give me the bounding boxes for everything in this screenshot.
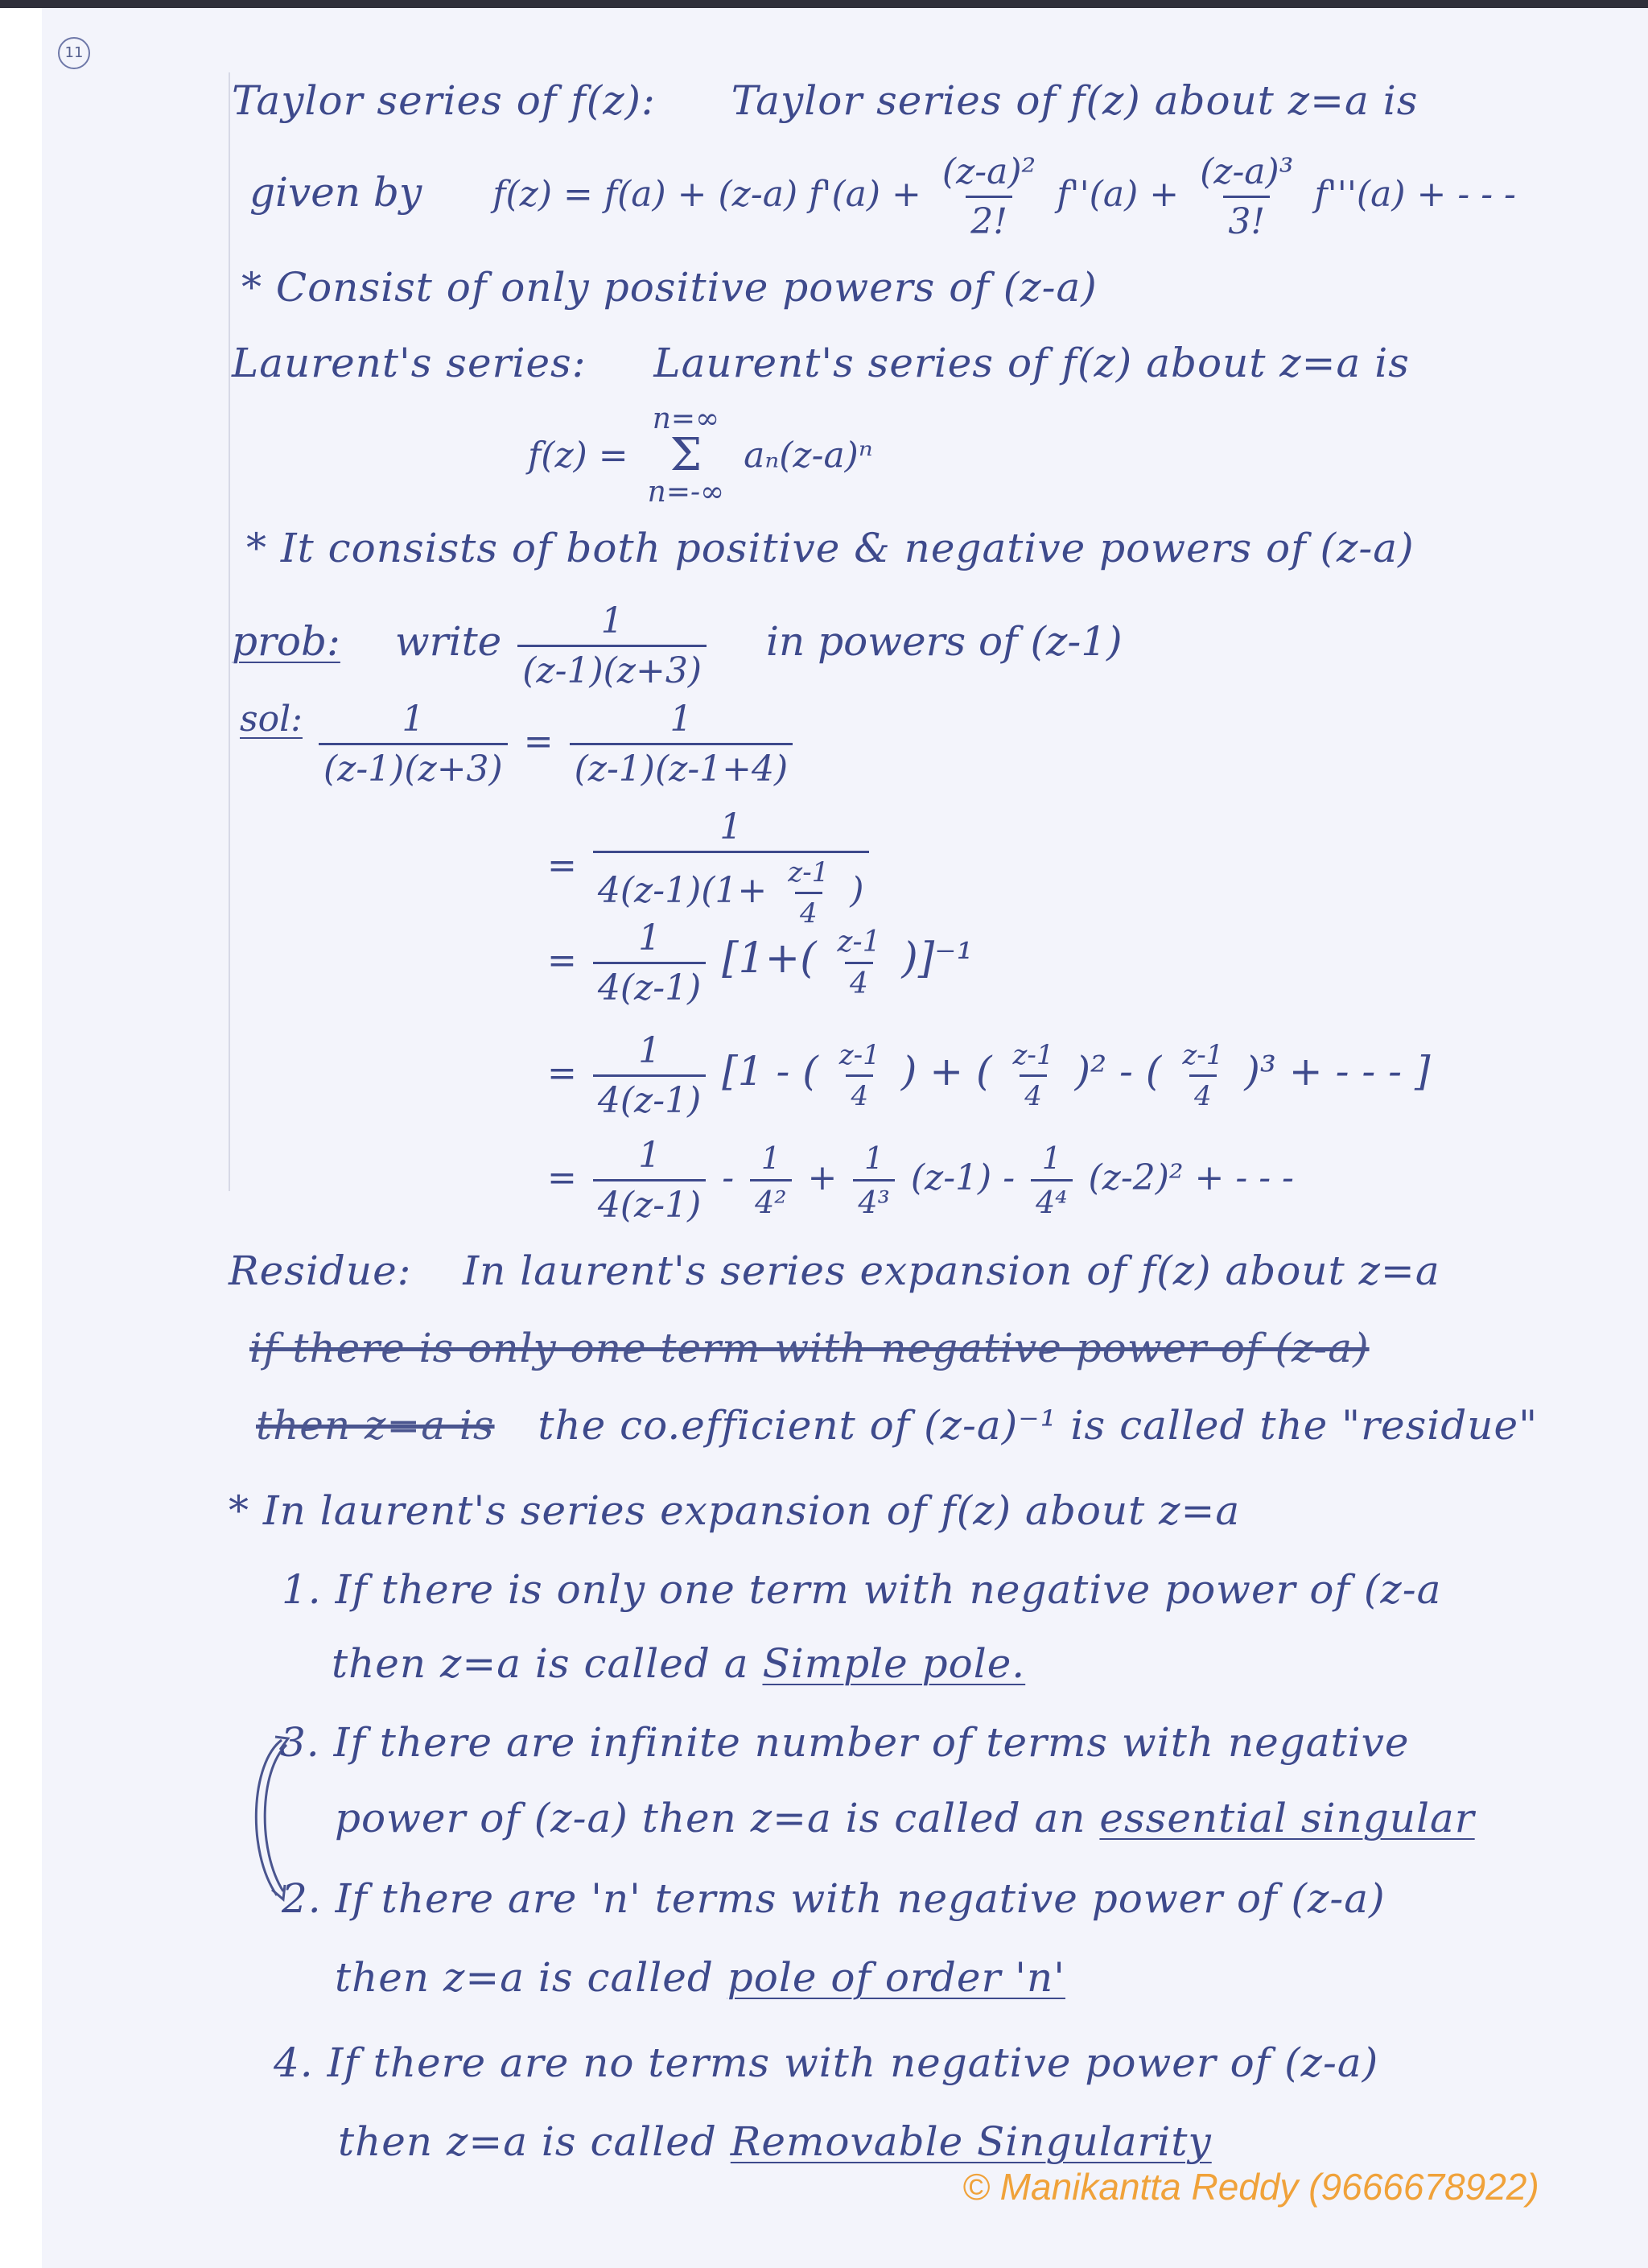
step2-fraction (593, 806, 869, 930)
laurent-note: * It consists of both positive & negative powers of (z-a) (246, 525, 1415, 571)
step5-fraction-3 (853, 1140, 894, 1220)
taylor-term2-fraction (937, 151, 1040, 242)
step5-minus: - (722, 1157, 735, 1198)
step2-inner-num: z-1 (788, 856, 830, 889)
item3-line-a: 3. If there are infinite number of terms with negative (280, 1719, 1410, 1766)
step4-c: )² - ( (1074, 1048, 1162, 1095)
item1-line-a: 1. If there is only one term with negative power of (z-a (282, 1566, 1442, 1613)
laurent-heading: Laurent's series: (232, 340, 587, 386)
step4-frac2-den: 4 (1020, 1074, 1047, 1112)
essential-singularity-term: essential singular (1099, 1795, 1475, 1841)
step4-frac-1 (834, 1039, 885, 1112)
step1-lhs-fraction (319, 699, 508, 790)
step4-frac-3 (1177, 1039, 1228, 1112)
laurent-lhs: f(z) = (528, 435, 628, 476)
item2-text: then z=a is called (335, 1954, 714, 2001)
step5-num: 1 (638, 1135, 661, 1176)
pole-of-order-n-term: pole of order 'n' (727, 1954, 1065, 2001)
residue-line1-text: In laurent's series expansion of f(z) about z=a (463, 1247, 1440, 1294)
step5-equals: = (547, 1157, 577, 1198)
step4-frac1-den: 4 (846, 1074, 873, 1112)
item3-text: power of (z-a) then z=a is called an (335, 1795, 1086, 1841)
solution-step5 (547, 1135, 1294, 1226)
step2-equals: = (547, 845, 577, 886)
item2-line-b (335, 1954, 1065, 2001)
step5-t2-den: 4² (750, 1179, 791, 1220)
item4-line-b (338, 2118, 1212, 2165)
step5-fraction-1 (593, 1135, 706, 1226)
step3-close: )]⁻¹ (901, 934, 974, 983)
step1-rhs-den: (z-1)(z-1+4) (570, 743, 793, 790)
step5-plus: + (807, 1157, 838, 1198)
problem-label: prob: (232, 618, 340, 665)
laurent-sum (648, 402, 725, 509)
step1-lhs-den: (z-1)(z+3) (319, 743, 508, 790)
step2-inner-den: 4 (795, 892, 822, 930)
step2-den-a: 4(z-1)(1+ (597, 870, 768, 911)
taylor-intro: Taylor series of f(z) about z=a is (731, 77, 1419, 124)
solution-step3 (547, 918, 973, 1008)
taylor-term3-fraction (1195, 151, 1298, 242)
step4-den: 4(z-1) (593, 1074, 706, 1121)
step1-equals: = (523, 721, 554, 762)
step4-d: )³ + - - - ] (1244, 1048, 1431, 1095)
removable-singularity-term: Removable Singularity (730, 2118, 1212, 2165)
problem-text-after: in powers of (z-1) (766, 618, 1123, 665)
step1-lhs-num: 1 (402, 699, 425, 740)
residue-definition: the co.efficient of (z-a)⁻¹ is called the "residue" (538, 1402, 1539, 1449)
step1-rhs-fraction (570, 699, 793, 790)
step5-t4-tail: (z-2)² + - - - (1088, 1157, 1294, 1198)
step3-inner-num: z-1 (837, 926, 881, 959)
page-top-edge (0, 0, 1648, 8)
taylor-term3-num: (z-a)³ (1200, 151, 1294, 192)
laurent-intro: Laurent's series of f(z) about z=a is (653, 340, 1410, 386)
problem-num: 1 (600, 600, 624, 641)
residue-line3 (256, 1402, 1538, 1449)
page-left-edge (0, 0, 42, 2268)
step3-num: 1 (638, 918, 661, 959)
step3-den: 4(z-1) (593, 962, 706, 1008)
step5-t3-num: 1 (864, 1140, 884, 1176)
taylor-formula (249, 151, 1516, 242)
laurent-sum-bottom: n=-∞ (647, 476, 725, 509)
solution-step4 (547, 1030, 1430, 1121)
singularity-intro: * In laurent's series expansion of f(z) about z=a (229, 1487, 1241, 1534)
taylor-heading-line (232, 77, 1418, 124)
laurent-sum-top: n=∞ (652, 402, 720, 435)
step4-fraction (593, 1030, 706, 1121)
step5-den: 4(z-1) (593, 1179, 706, 1226)
taylor-lhs: f(z) = f(a) + (z-a) f'(a) + (492, 174, 921, 215)
page-number: 11 (58, 37, 90, 69)
item1-line-b (332, 1640, 1025, 1687)
taylor-term2-fn: f''(a) + (1057, 174, 1180, 215)
step4-frac3-num: z-1 (1182, 1039, 1224, 1071)
step5-t3-den: 4³ (853, 1179, 894, 1220)
step3-bracket: [1+( (722, 934, 817, 983)
step4-frac2-num: z-1 (1012, 1039, 1054, 1071)
taylor-note: * Consist of only positive powers of (z-a) (241, 264, 1098, 311)
residue-struck-prefix: then z=a is (256, 1402, 495, 1449)
step5-t4-den: 4⁴ (1031, 1179, 1072, 1220)
solution-step1 (240, 699, 797, 790)
copyright-watermark: © Manikantta Reddy (9666678922) (962, 2166, 1539, 2208)
step3-inner-fraction (832, 926, 885, 1000)
laurent-sum-symbol: Σ (670, 429, 702, 481)
item4-text: then z=a is called (338, 2118, 717, 2165)
step5-t3-tail: (z-1) - (910, 1157, 1016, 1198)
solution-step2 (547, 806, 874, 930)
margin-line (229, 72, 230, 1191)
step3-fraction (593, 918, 706, 1008)
step4-num: 1 (638, 1030, 661, 1071)
taylor-term3-fn: f'''(a) + - - - (1314, 174, 1516, 215)
residue-heading: Residue: (229, 1247, 412, 1294)
step5-fraction-4 (1031, 1140, 1072, 1220)
step3-equals: = (547, 940, 577, 981)
laurent-heading-line (232, 340, 1410, 386)
problem-fraction (517, 600, 707, 691)
step1-rhs-num: 1 (670, 699, 693, 740)
step4-frac-2 (1008, 1039, 1059, 1112)
solution-label: sol: (240, 699, 303, 740)
laurent-formula (528, 402, 873, 509)
step5-fraction-2 (750, 1140, 791, 1220)
step5-t4-num: 1 (1041, 1140, 1061, 1176)
step5-t2-num: 1 (760, 1140, 781, 1176)
residue-struck-line: if there is only one term with negative power of (z-a) (249, 1325, 1370, 1371)
item4-line-a: 4. If there are no terms with negative power of (z-a) (274, 2039, 1379, 2086)
item3-line-b (335, 1795, 1475, 1841)
residue-line1 (229, 1247, 1440, 1294)
item1-text: then z=a is called a (332, 1640, 749, 1687)
item2-line-a: 2. If there are 'n' terms with negative power of (z-a) (282, 1875, 1386, 1922)
problem-line (232, 600, 1123, 691)
step3-inner-den: 4 (845, 962, 873, 1000)
taylor-term2-den: 2! (966, 196, 1012, 242)
step4-equals: = (547, 1053, 577, 1094)
step4-b: ) + ( (900, 1048, 992, 1095)
step2-den-b: ) (850, 870, 864, 911)
simple-pole-term: Simple pole. (762, 1640, 1026, 1687)
problem-den: (z-1)(z+3) (517, 645, 707, 691)
step4-a: [1 - ( (722, 1048, 818, 1095)
step2-num: 1 (719, 806, 743, 847)
problem-text-before: write (394, 618, 502, 665)
step4-frac1-num: z-1 (838, 1039, 880, 1071)
laurent-term: aₙ(z-a)ⁿ (744, 435, 873, 476)
taylor-given-by: given by (249, 169, 422, 216)
taylor-heading: Taylor series of f(z): (232, 77, 656, 124)
step4-frac3-den: 4 (1189, 1074, 1217, 1112)
taylor-term3-den: 3! (1223, 196, 1270, 242)
taylor-term2-num: (z-a)² (941, 151, 1036, 192)
